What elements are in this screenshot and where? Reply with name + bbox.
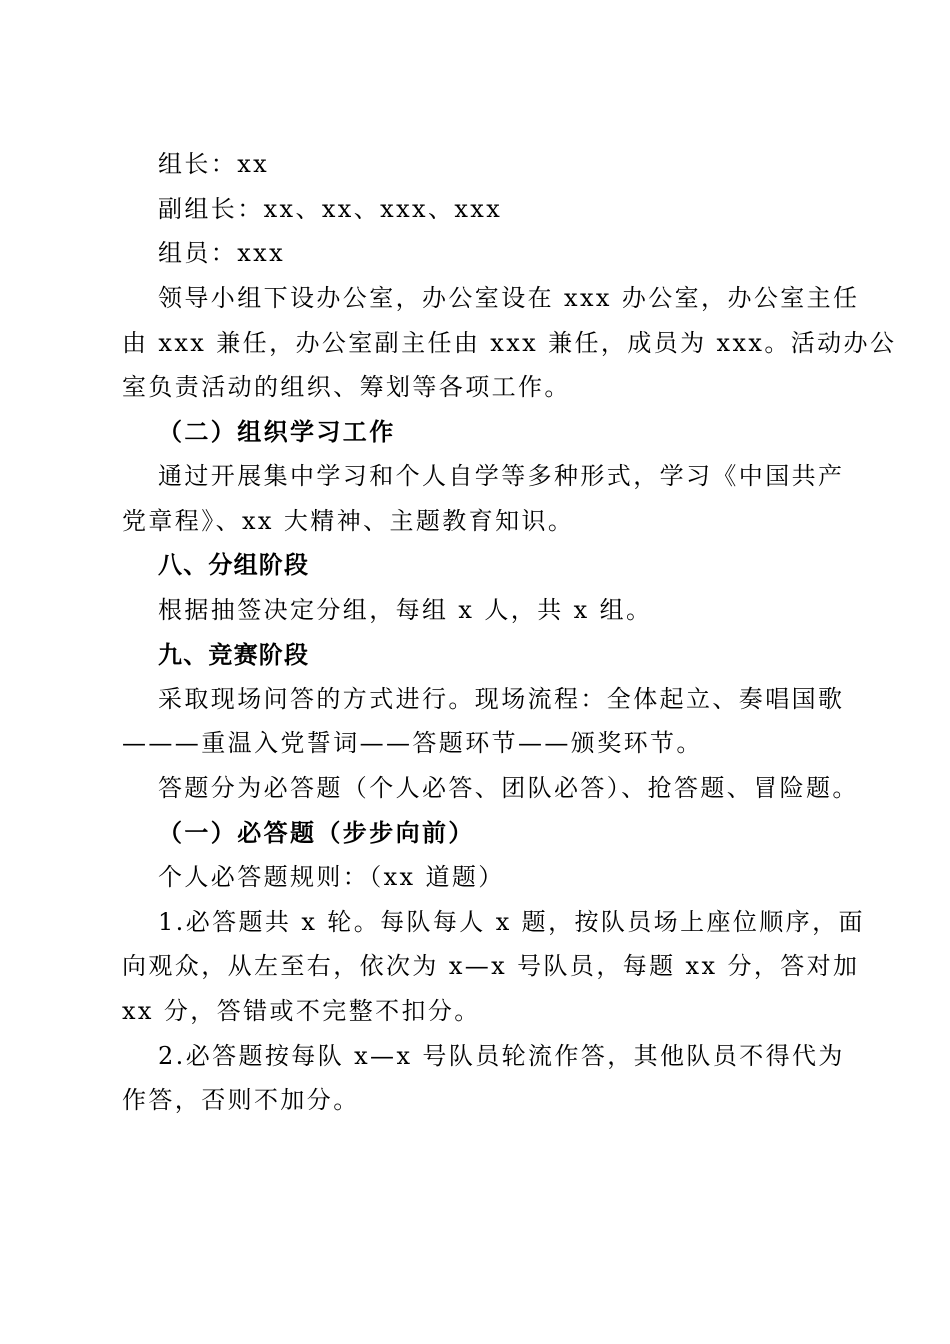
rule-2-line-1: 2.必答题按每队 x—x 号队员轮流作答，其他队员不得代为 [158, 1042, 845, 1070]
paragraph-process-line-2: ———重温入党誓词——答题环节——颁奖环节。 [122, 729, 703, 757]
paragraph-grouping: 根据抽签决定分组，每组 x 人，共 x 组。 [158, 596, 653, 624]
subheading-required-questions: （一）必答题（步步向前） [158, 818, 475, 847]
rule-1-line-3: xx 分，答错或不完整不扣分。 [122, 997, 481, 1025]
paragraph-study-line-1: 通过开展集中学习和个人自学等多种形式，学习《中国共产 [158, 462, 845, 490]
paragraph-study-line-2: 党章程》、xx 大精神、主题教育知识。 [122, 507, 575, 535]
paragraph-process-line-1: 采取现场问答的方式进行。现场流程：全体起立、奏唱国歌 [158, 685, 845, 713]
members-line: 组员：xxx [158, 239, 286, 267]
paragraph-office-line-2: 由 xxx 兼任，办公室副主任由 xxx 兼任，成员为 xxx。活动办公 [122, 329, 897, 357]
leader-line: 组长：xx [158, 150, 270, 178]
paragraph-office-line-3: 室负责活动的组织、筹划等各项工作。 [122, 373, 571, 401]
rule-2-line-2: 作答，否则不加分。 [122, 1086, 360, 1114]
heading-competition-stage: 九、竞赛阶段 [158, 641, 310, 669]
paragraph-office-line-1: 领导小组下设办公室，办公室设在 xxx 办公室，办公室主任 [158, 284, 860, 312]
subheading-study-work: （二）组织学习工作 [158, 417, 396, 446]
paragraph-question-types: 答题分为必答题（个人必答、团队必答）、抢答题、冒险题。 [158, 774, 859, 802]
heading-grouping-stage: 八、分组阶段 [158, 551, 310, 579]
rule-1-line-2: 向观众，从左至右，依次为 x—x 号队员，每题 xx 分，答对加 [122, 952, 860, 980]
rule-1-line-1: 1.必答题共 x 轮。每队每人 x 题，按队员场上座位顺序，面 [158, 908, 865, 936]
paragraph-individual-rules-title: 个人必答题规则：（xx 道题） [158, 863, 505, 891]
deputy-leader-line: 副组长：xx、xx、xxx、xxx [158, 195, 503, 223]
